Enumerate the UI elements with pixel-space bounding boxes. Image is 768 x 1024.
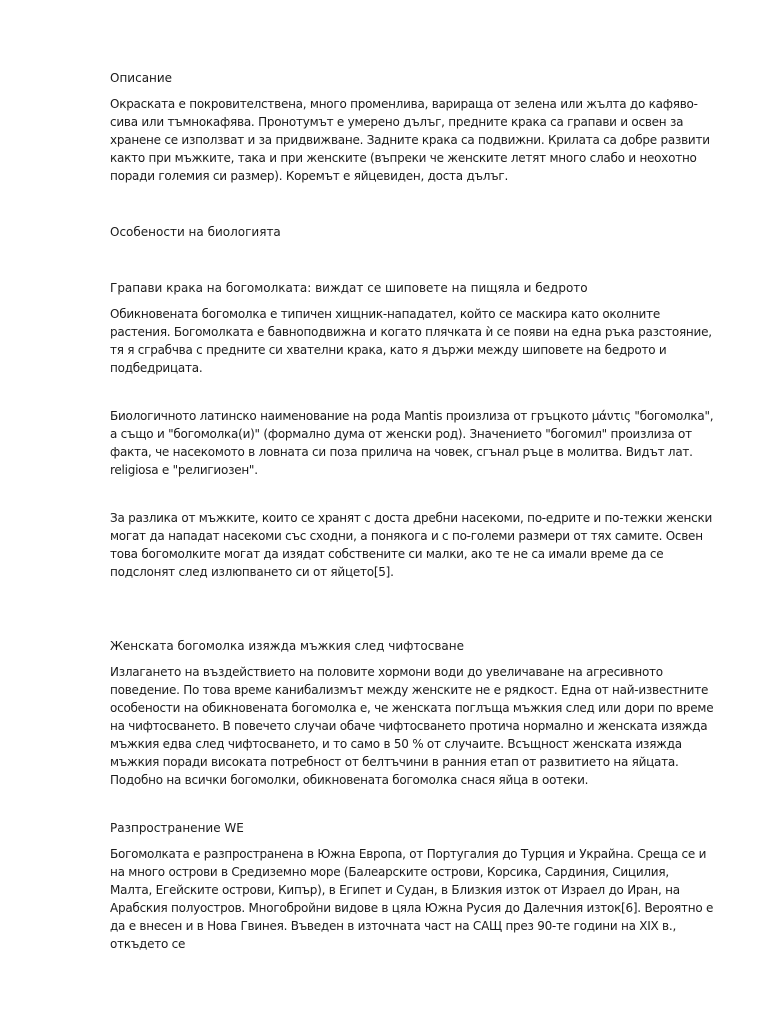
distribution-paragraph: Богомолката е разпространена в Южна Европа, от Португалия до Турция и Украйна. Среща се и на много острови в Средиземно море (Балеарските острови, Корсика, Сардиния, Сицилия, Малта, Егейските острови, Кипър), в Египет и Судан, в Близкия изток от Израел до Иран, на Арабския полуостров. Многобройни видове в цяла Южна Русия до Далечния изток[6]. Вероятно е да е внесен и в Нова Гвинея. Въведен в източната част на САЩ през 90-те години на XIX в., откъдето се	[110, 847, 714, 951]
section-heading-biology: Особености на биологията	[110, 225, 281, 239]
document-body	[110, 69, 714, 953]
diet-paragraph: За разлика от мъжките, които се хранят с доста дребни насекоми, по-едрите и по-тежки женски могат да нападат насекоми със сходни, а понякога и с по-големи размери от тях самите. Освен това богомолките могат да изядат собствените си малки, ако те не са имали време да се подслонят след излюпването си от яйцето[5].	[110, 511, 713, 579]
section-heading-description: Описание	[110, 71, 173, 85]
legs-paragraph: Обикновената богомолка е типичен хищник-нападател, който се маскира като околните растения. Богомолката е бавноподвижна и когато плячката ѝ се появи на една ръка разстояние, тя я сграбчва с предните си хвателни крака, като я държи между шиповете на бедрото и подбедрицата.	[110, 307, 712, 375]
section-heading-legs: Грапави крака на богомолката: виждат се шиповете на пищяла и бедрото	[110, 281, 588, 295]
name-origin-paragraph: Биологичното латинско наименование на рода Mantis произлиза от гръцкото μάντις "богомолка", а също и "богомолка(и)" (формално дума от женски род). Значението "богомил" произлиза от факта, че насекомото в ловната си поза прилича на човек, сгънал ръце в молитва. Видът лат. religiosa е "религиозен".	[110, 409, 714, 477]
section-heading-female: Женската богомолка изяжда мъжкия след чифтосване	[110, 639, 464, 653]
description-paragraph: Окраската е покровителствена, много променлива, варираща от зелена или жълта до кафяво-сива или тъмнокафява. Пронотумът е умерено дълъг, предните крака са грапави и освен за хранене се използват и за придвижване. Задните крака са подвижни. Крилата са добре развити както при мъжките, така и при женските (въпреки че женските летят много слабо и неохотно поради големия си размер). Коремът е яйцевиден, доста дълъг.	[110, 97, 710, 183]
female-paragraph: Излагането на въздействието на половите хормони води до увеличаване на агресивното поведение. По това време канибализмът между женските не е рядкост. Една от най-известните особености на обикновената богомолка е, че женската поглъща мъжкия след или дори по време на чифтосването. В повечето случаи обаче чифтосването протича нормално и женската изяжда мъжкия едва след чифтосването, и то само в 50 % от случаите. Всъщност женската изяжда мъжкия поради високата потребност от белтъчини в ранния етап от развитието на яйцата. Подобно на всички богомолки, обикновената богомолка снася яйца в оотеки.	[110, 665, 714, 787]
section-heading-distribution: Разпространение WE	[110, 821, 244, 835]
